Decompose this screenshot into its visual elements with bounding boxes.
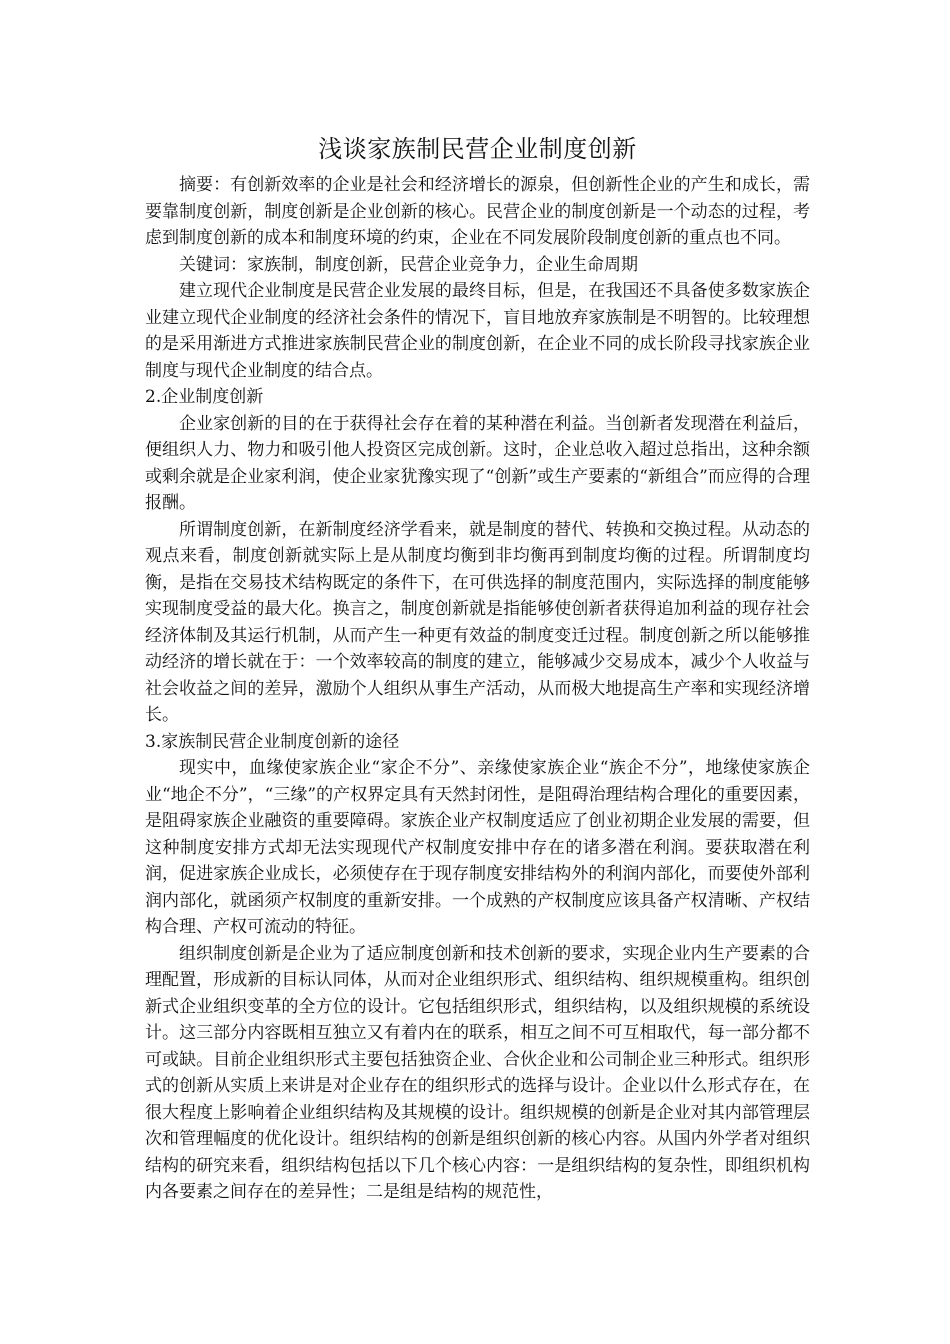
abstract-paragraph: 摘要：有创新效率的企业是社会和经济增长的源泉，但创新性企业的产生和成长，需要靠制度创新，制度创新是企业创新的核心。民营企业的制度创新是一个动态的过程，考虑到制度创新的成本和制度环境的约束，企业在不同发展阶段制度创新的重点也不同。 xyxy=(145,175,810,248)
document-title: 浅谈家族制民营企业制度创新 xyxy=(318,135,637,163)
section-2-heading: 2.企业制度创新 xyxy=(145,387,264,407)
document-page xyxy=(145,132,810,1206)
section-2-paragraph-1: 企业家创新的目的在于获得社会存在着的某种潜在利益。当创新者发现潜在利益后，便组织人力、物力和吸引他人投资区完成创新。这时，企业总收入超过总指出，这种余额或剩余就是企业家利润，使企业家犹豫实现了“创新”或生产要素的“新组合”而应得的合理报酬。 xyxy=(145,413,810,513)
keywords-line: 关键词：家族制，制度创新，民营企业竞争力，企业生命周期 xyxy=(179,254,638,275)
section-3-paragraph-2: 组织制度创新是企业为了适应制度创新和技术创新的要求，实现企业内生产要素的合理配置，形成新的目标认同体，从而对企业组织形式、组织结构、组织规模重构。组织创新式企业组织变革的全方位的设计。它包括组织形式，组织结构，以及组织规模的系统设计。这三部分内容既相互独立又有着内在的联系，相互之间不可互相取代，每一部分都不可或缺。目前企业组织形式主要包括独资企业、合伙企业和公司制企业三种形式。组织形式的创新从实质上来讲是对企业存在的组织形式的选择与设计。企业以什么形式存在，在很大程度上影响着企业组织结构及其规模的设计。组织规模的创新是企业对其内部管理层次和管理幅度的优化设计。组织结构的创新是组织创新的核心内容。从国内外学者对组织结构的研究来看，组织结构包括以下几个核心内容：一是组织结构的复杂性，即组织机构内各要素之间存在的差异性；二是组是结构的规范性， xyxy=(145,943,810,1202)
section-2-paragraph-2: 所谓制度创新，在新制度经济学看来，就是制度的替代、转换和交换过程。从动态的观点来看，制度创新就实际上是从制度均衡到非均衡再到制度均衡的过程。所谓制度均衡，是指在交易技术结构既定的条件下，在可供选择的制度范围内，实际选择的制度能够实现制度受益的最大化。换言之，制度创新就是指能够使创新者获得追加利益的现存社会经济体制及其运行机制，从而产生一种更有效益的制度变迁过程。制度创新之所以能够推动经济的增长就在于：一个效率较高的制度的建立，能够减少交易成本，减少个人收益与社会收益之间的差异，激励个人组织从事生产活动，从而极大地提高生产率和实现经济增长。 xyxy=(145,519,810,725)
section-3-paragraph-1: 现实中，血缘使家族企业“家企不分”、亲缘使家族企业“族企不分”，地缘使家族企业“地企不分”，“三缘”的产权界定具有天然封闭性，是阻碍治理结构合理化的重要因素，是阻碍家族企业融资的重要障碍。家族企业产权制度适应了创业初期企业发展的需要，但这种制度安排方式却无法实现现代产权制度安排中存在的诸多潜在利润。要获取潜在利润，促进家族企业成长，必须使存在于现存制度安排结构外的利润内部化，而要使外部利润内部化，就函须产权制度的重新安排。一个成熟的产权制度应该具备产权清晰、产权结构合理、产权可流动的特征。 xyxy=(145,758,810,937)
intro-paragraph: 建立现代企业制度是民营企业发展的最终目标，但是，在我国还不具备使多数家族企业建立现代企业制度的经济社会条件的情况下，盲目地放弃家族制是不明智的。比较理想的是采用渐进方式推进家族制民营企业的制度创新，在企业不同的成长阶段寻找家族企业制度与现代企业制度的结合点。 xyxy=(145,281,810,381)
section-3-heading: 3.家族制民营企业制度创新的途径 xyxy=(145,731,400,752)
